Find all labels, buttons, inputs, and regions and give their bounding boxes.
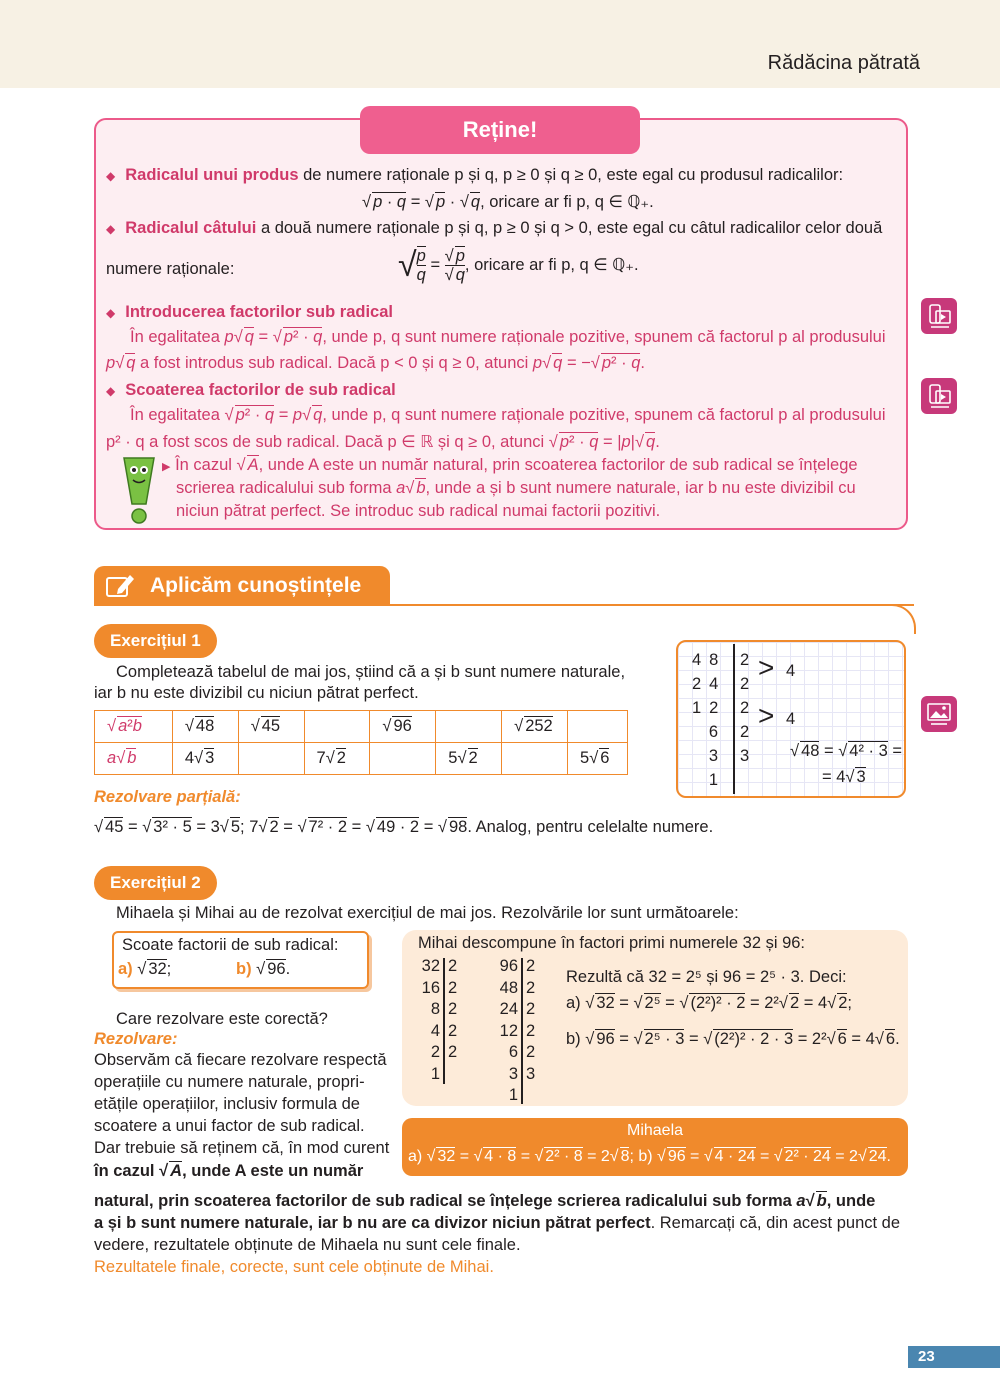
table-cell xyxy=(304,711,370,743)
exclamation-mascot-icon xyxy=(116,452,162,526)
retine-bullet-2: ◆ Radicalul câtului a două numere raționale p și q, p ≥ 0 și q > 0, este egal cu câtul radicalilor celor două xyxy=(106,219,883,237)
table-cell: √ 48 xyxy=(172,711,238,743)
diamond-icon: ◆ xyxy=(106,169,116,183)
obs-line: operațiile cu numere naturale, propri- xyxy=(94,1073,365,1091)
task-title: Scoate factorii de sub radical: xyxy=(122,936,339,954)
mihaela-formula: a) √ 32 = √ 4 · 8 = √ 2² · 8 = 2√ 8; b) √ 96 = √ 4 · 24 = √ 2² · 24 = 2√ 24. xyxy=(408,1148,891,1165)
formula-product: √ p · q = √ p · √ q, oricare ar fi p, q ∈ ℚ₊. xyxy=(362,193,654,211)
table-cell xyxy=(436,711,502,743)
obs-line: Dar trebuie să reținem că, în mod curent xyxy=(94,1139,390,1157)
mihai-a: a) √ 32 = √ 2⁵ = √ (2²)² · 2 = 2²√ 2 = 4√ 2; xyxy=(566,994,852,1012)
retine-bullet-4: ◆ Scoaterea factorilor de sub radical xyxy=(106,381,396,399)
table-cell: √ 252 xyxy=(502,711,568,743)
table-cell xyxy=(568,711,628,743)
mihaela-title: Mihaela xyxy=(626,1122,684,1139)
mihai-title: Mihai descompune în factori primi numerele 32 și 96: xyxy=(418,934,806,952)
factor-right-column: 2 2 2 2 3 xyxy=(740,651,750,765)
header-title: Rădăcina pătrată xyxy=(767,52,920,74)
retine-b4-line2: p² · q a fost scos de sub radical. Dacă p ∈ ℝ și q ≥ 0, atunci √ p² · q = |p|√ q. xyxy=(106,433,660,451)
factor-96-right: 2 2 2 2 2 3 xyxy=(526,957,536,1083)
rezolvare-label: Rezolvare: xyxy=(94,1030,178,1048)
diamond-icon: ◆ xyxy=(106,222,116,236)
retine-title: Reține! xyxy=(360,106,640,154)
aplicam-underline xyxy=(94,604,914,606)
factorization-box xyxy=(676,640,906,798)
final-line-3: vedere, rezultatele obținute de Mihaela nu sunt cele finale. xyxy=(94,1236,521,1254)
table-header-cell: √ a²b xyxy=(95,711,173,743)
aplicam-curve xyxy=(880,604,916,634)
pencil-icon xyxy=(104,572,136,600)
retine-bullet-3: ◆ Introducerea factorilor sub radical xyxy=(106,303,393,321)
page-number: 23 xyxy=(908,1346,1000,1368)
group-value: 4 xyxy=(786,662,796,680)
table-cell xyxy=(370,743,436,775)
factor-left-column: 48 24 12 6 3 1 xyxy=(692,651,727,789)
retine-note-line2: scrierea radicalului sub forma a√ b, unde a și b sunt numere naturale, iar b nu este divizibil cu xyxy=(176,479,856,497)
retine-bullet-2-cont: numere raționale: xyxy=(106,260,235,278)
factor-result-1: √ 48 = √ 4² · 3 = xyxy=(790,742,903,760)
ex2-question: Care rezolvare este corectă? xyxy=(116,1010,328,1028)
retine-note-line1: ▶ În cazul √ A, unde A este un număr natural, prin scoaterea factorilor de sub radical se înțelege xyxy=(162,456,858,474)
ex1-tab: Exercițiul 1 xyxy=(94,624,217,658)
final-line-2: a și b sunt numere naturale, iar b nu are ca divizor niciun pătrat perfect. Remarcați că, din acest punct de xyxy=(94,1214,901,1232)
retine-b3-line2: p√ q a fost introdus sub radical. Dacă p < 0 și q ≥ 0, atunci p√ q = −√ p² · q. xyxy=(106,354,645,372)
mihai-solution-box xyxy=(402,930,908,1106)
table-cell: 4√ 3 xyxy=(172,743,238,775)
image-resource-icon[interactable] xyxy=(921,696,957,732)
ex2-intro: Mihaela și Mihai au de rezolvat exercițiul de mai jos. Rezolvările lor sunt următoarele: xyxy=(116,904,739,922)
formula-quotient: $√\frac{p}{q}$ = √ p √ q, oricare ar fi p, q ∈ ℚ₊. xyxy=(398,246,639,284)
ex2-tab: Exercițiul 2 xyxy=(94,866,217,900)
retine-bullet-1: ◆ Radicalul unui produs de numere raționale p și q, p ≥ 0 și q ≥ 0, este egal cu produsul radicalilor: xyxy=(106,166,844,184)
diamond-icon: ◆ xyxy=(106,384,116,398)
factor-96-left: 96 48 24 12 6 3 1 xyxy=(499,957,518,1104)
partial-solution-formula: √ 45 = √ 3² · 5 = 3√ 5; 7√ 2 = √ 7² · 2 = √ 49 · 2 = √ 98. Analog, pentru celelalte numere. xyxy=(94,818,714,836)
ex1-text-1: Completează tabelul de mai jos, știind că a și b sunt numere naturale, xyxy=(116,663,626,681)
retine-b3-line1: În egalitatea p√ q = √ p² · q, unde p, q sunt numere raționale pozitive, spunem că factorul p al produsului xyxy=(130,328,886,346)
factor-divider xyxy=(521,958,523,1104)
video-resource-icon[interactable] xyxy=(921,298,957,334)
table-cell xyxy=(238,743,304,775)
partial-solution-label: Rezolvare parțială: xyxy=(94,788,241,806)
table-header-cell: a√ b xyxy=(95,743,173,775)
factor-32-right: 2 2 2 2 2 xyxy=(448,957,458,1061)
mihaela-solution-box xyxy=(402,1118,908,1176)
table-cell: 5√ 2 xyxy=(436,743,502,775)
group-value: 4 xyxy=(786,710,796,728)
group-bracket-icon: > xyxy=(758,652,775,683)
retine-b4-line1: În egalitatea √ p² · q = p√ q, unde p, q sunt numere raționale pozitive, spunem că factorul p al produsului xyxy=(130,406,886,424)
final-line-4: Rezultatele finale, corecte, sunt cele obținute de Mihai. xyxy=(94,1258,494,1276)
factor-divider xyxy=(733,644,735,794)
mihai-b: b) √ 96 = √ 2⁵ · 3 = √ (2²)² · 2 · 3 = 2²√ 6 = 4√ 6. xyxy=(566,1030,900,1048)
obs-line: etățile operațiilor, inclusiv formula de xyxy=(94,1095,360,1113)
group-bracket-icon: > xyxy=(758,700,775,731)
table-cell: 5√ 6 xyxy=(568,743,628,775)
ex2-task-box xyxy=(112,931,369,989)
table-cell: 7√ 2 xyxy=(304,743,370,775)
ex1-text-2: iar b nu este divizibil cu niciun pătrat perfect. xyxy=(94,684,419,702)
task-a: a) √ 32; xyxy=(118,960,172,978)
obs-line: scoatere a unui factor de sub radical. xyxy=(94,1117,365,1135)
final-line-1: natural, prin scoaterea factorilor de sub radical se înțelege scrierea radicalului sub forma a√ b, unde xyxy=(94,1192,876,1210)
diamond-icon: ◆ xyxy=(106,306,116,320)
table-cell: √ 96 xyxy=(370,711,436,743)
aplicam-title: Aplicăm cunoștințele xyxy=(94,566,390,606)
factor-result-2: = 4√ 3 xyxy=(822,768,866,786)
video-resource-icon[interactable] xyxy=(921,378,957,414)
factor-divider xyxy=(443,958,445,1084)
table-cell: √ 45 xyxy=(238,711,304,743)
ex1-table xyxy=(94,710,628,775)
obs-line-6: în cazul √ A, unde A este un număr xyxy=(94,1162,364,1180)
factor-32-left: 32 16 8 4 2 1 xyxy=(421,957,440,1083)
task-b: b) √ 96. xyxy=(236,960,291,978)
obs-line: Observăm că fiecare rezolvare respectă xyxy=(94,1051,387,1069)
retine-note-line3: niciun pătrat perfect. Se introduc sub radical numai factorii pozitivi. xyxy=(176,502,661,520)
mihai-result: Rezultă că 32 = 2⁵ și 96 = 2⁵ · 3. Deci: xyxy=(566,968,847,986)
table-cell xyxy=(502,743,568,775)
